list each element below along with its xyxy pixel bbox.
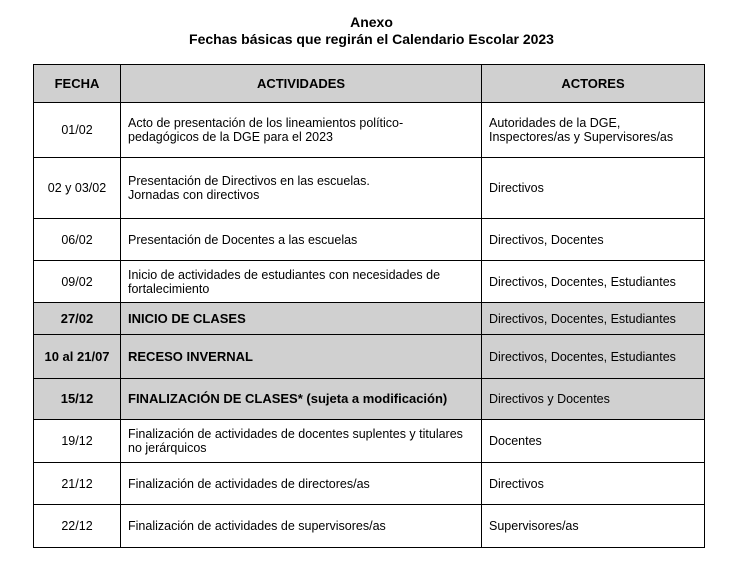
- fecha-cell: 02 y 03/02: [34, 158, 121, 219]
- table-row: [34, 219, 705, 261]
- document-subtitle: Fechas básicas que regirán el Calendario Escolar 2023: [189, 31, 554, 47]
- column-header-fecha: FECHA: [34, 65, 121, 103]
- actividad-cell: Presentación de Docentes a las escuelas: [121, 219, 482, 261]
- actividad-cell: RECESO INVERNAL: [121, 335, 482, 379]
- actividad-cell: Finalización de actividades de directores/as: [121, 463, 482, 505]
- actividad-cell: INICIO DE CLASES: [121, 303, 482, 335]
- fecha-cell: 01/02: [34, 103, 121, 158]
- table-row: [34, 158, 705, 219]
- actividad-cell: Inicio de actividades de estudiantes con necesidades de fortalecimiento: [121, 261, 482, 303]
- actividad-cell: Finalización de actividades de docentes suplentes y titulares no jerárquicos: [121, 420, 482, 463]
- table-row: [34, 103, 705, 158]
- actores-cell: Directivos, Docentes, Estudiantes: [482, 303, 705, 335]
- fecha-cell: 15/12: [34, 379, 121, 420]
- actividad-cell: FINALIZACIÓN DE CLASES* (sujeta a modificación): [121, 379, 482, 420]
- fecha-cell: 22/12: [34, 505, 121, 548]
- table-row-highlighted: [34, 379, 705, 420]
- calendar-table: [33, 64, 705, 548]
- actores-cell: Docentes: [482, 420, 705, 463]
- table-header-row: [34, 65, 705, 103]
- fecha-cell: 06/02: [34, 219, 121, 261]
- actividad-cell: Finalización de actividades de supervisores/as: [121, 505, 482, 548]
- table-row: [34, 505, 705, 548]
- column-header-actores: ACTORES: [482, 65, 705, 103]
- actores-cell: Autoridades de la DGE, Inspectores/as y Supervisores/as: [482, 103, 705, 158]
- actores-cell: Directivos, Docentes: [482, 219, 705, 261]
- actividad-cell: Presentación de Directivos en las escuelas. Jornadas con directivos: [121, 158, 482, 219]
- fecha-cell: 21/12: [34, 463, 121, 505]
- actores-cell: Supervisores/as: [482, 505, 705, 548]
- column-header-actividades: ACTIVIDADES: [121, 65, 482, 103]
- table-row-highlighted: [34, 303, 705, 335]
- actores-cell: Directivos, Docentes, Estudiantes: [482, 335, 705, 379]
- document-header: [0, 14, 743, 48]
- actores-cell: Directivos, Docentes, Estudiantes: [482, 261, 705, 303]
- actores-cell: Directivos y Docentes: [482, 379, 705, 420]
- actividad-cell: Acto de presentación de los lineamientos político-pedagógicos de la DGE para el 2023: [121, 103, 482, 158]
- table-row: [34, 261, 705, 303]
- table-row: [34, 420, 705, 463]
- actores-cell: Directivos: [482, 463, 705, 505]
- table-row-highlighted: [34, 335, 705, 379]
- fecha-cell: 27/02: [34, 303, 121, 335]
- table-row: [34, 463, 705, 505]
- fecha-cell: 09/02: [34, 261, 121, 303]
- actores-cell: Directivos: [482, 158, 705, 219]
- document-title: Anexo: [350, 14, 393, 30]
- fecha-cell: 10 al 21/07: [34, 335, 121, 379]
- fecha-cell: 19/12: [34, 420, 121, 463]
